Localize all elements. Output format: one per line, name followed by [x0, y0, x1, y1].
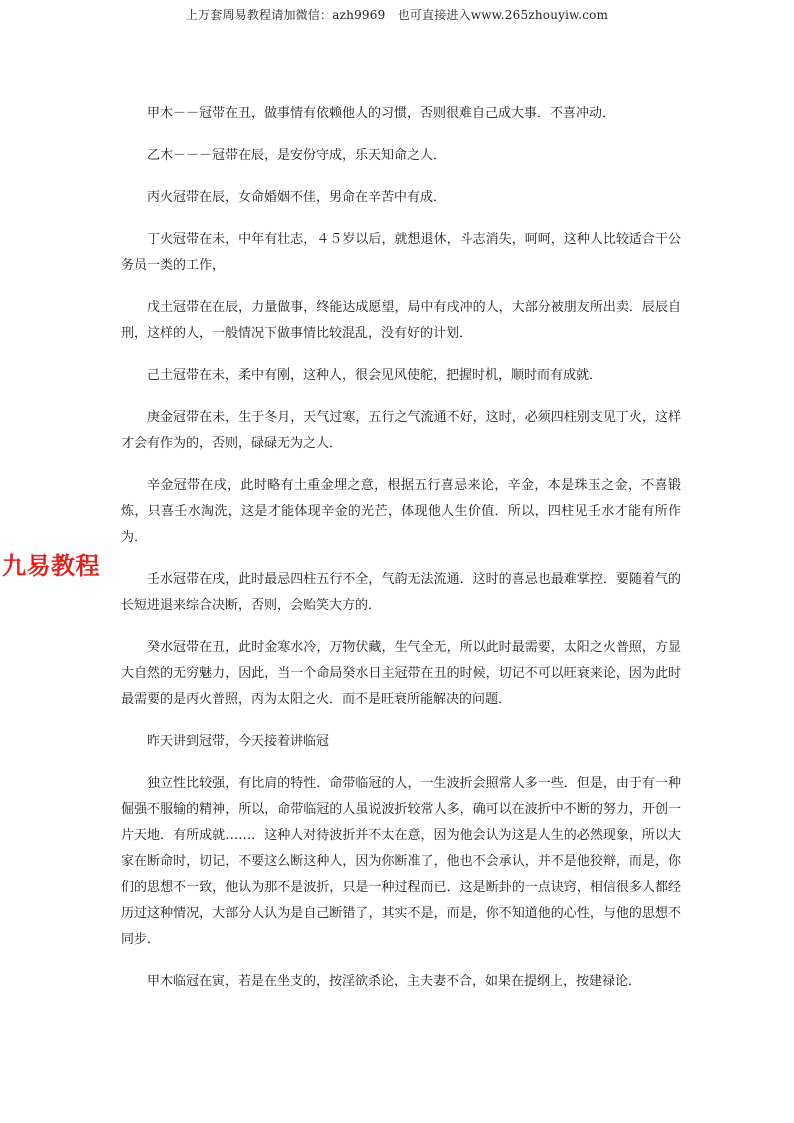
paragraph-9: 壬水冠带在戌，此时最忌四柱五行不全，气韵无法流通．这时的喜忌也最难掌控．要随着气的长短进退来综合决断，否则，会贻笑大方的．	[121, 572, 681, 613]
paragraph-6: 己土冠带在未，柔中有刚，这种人，很会见风使舵，把握时机，顺时而有成就．	[147, 368, 603, 383]
watermark-logo: 九易教程	[2, 552, 100, 580]
paragraph-11: 昨天讲到冠带，今天接着讲临冠	[147, 734, 330, 749]
paragraph-13: 甲木临冠在寅，若是在坐支的，按淫欲杀论，主夫妻不合，如果在提纲上，按建禄论．	[147, 974, 642, 989]
paragraph-5: 戊土冠带在在辰，力量做事，终能达成愿望，局中有戌冲的人，大部分被朋友所出卖．辰辰自刑，这样的人，一般情况下做事情比较混乱，没有好的计划．	[121, 300, 681, 341]
paragraph-4: 丁火冠带在未，中年有壮志，４５岁以后，就想退休，斗志消失，呵呵，这种人比较适合干公务员一类的工作，	[121, 232, 681, 273]
document-body	[121, 101, 681, 995]
page-header: 上万套周易教程请加微信：azh9969 也可直接进入www.265zhouyiw.com	[185, 8, 609, 22]
paragraph-7: 庚金冠带在未，生于冬月，天气过寒，五行之气流通不好，这时，必须四柱别支见丁火，这样才会有作为的，否则，碌碌无为之人．	[121, 410, 681, 451]
paragraph-3: 丙火冠带在辰，女命婚姻不佳，男命在辛苦中有成．	[147, 190, 447, 205]
paragraph-12: 独立性比较强，有比肩的特性．命带临冠的人，一生波折会照常人多一些．但是，由于有一种倔强不服输的精神，所以，命带临冠的人虽说波折较常人多，确可以在波折中不断的努力，开创一片天地．有所成就……．这种人对待波折并不太在意，因为他会认为这是人生的必然现象，所以大家在断命时，切记，不要这么断这种人，因为你断准了，他也不会承认，并不是他狡辩，而是，你们的思想不一致，他认为那不是波折，只是一种过程而已．这是断卦的一点诀窍，相信很多人都经历过这种情况，大部分人认为是自己断错了，其实不是，而是，你不知道他的心性，与他的思想不同步．	[121, 776, 681, 947]
paragraph-2: 乙木－－－冠带在辰，是安份守成，乐天知命之人．	[147, 148, 447, 163]
paragraph-8: 辛金冠带在戌，此时略有土重金埋之意，根据五行喜忌来论，辛金，本是珠玉之金，不喜锻炼，只喜壬水淘洗，这是才能体现辛金的光芒，体现他人生价值．所以，四柱见壬水才能有所作为．	[121, 478, 681, 545]
paragraph-1: 甲木－－冠带在丑，做事情有依赖他人的习惯，否则很难自己成大事．不喜冲动．	[147, 106, 616, 121]
paragraph-10: 癸水冠带在丑，此时金寒水冷，万物伏藏，生气全无，所以此时最需要，太阳之火普照，方显大自然的无穷魅力，因此，当一个命局癸水日主冠带在丑的时候，切记不可以旺衰来论，因为此时最需要的是丙火普照，丙为太阳之火．而不是旺衰所能解决的问题．	[121, 640, 681, 707]
